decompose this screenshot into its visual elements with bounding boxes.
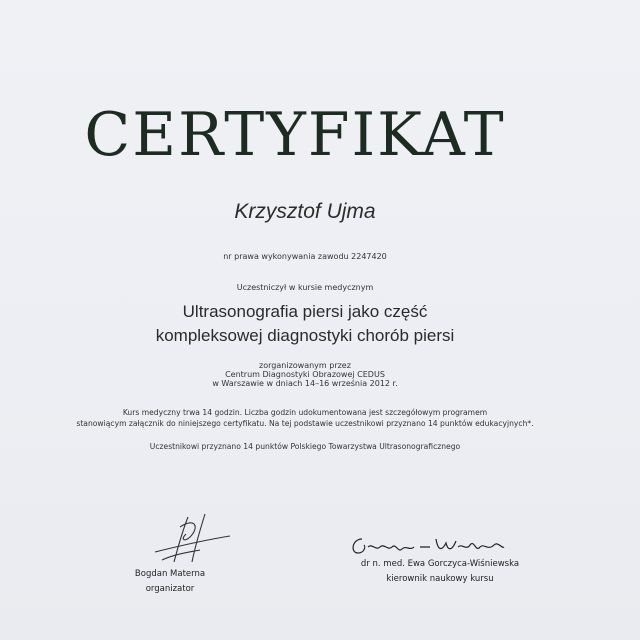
course-title-line-2: kompleksowej diagnostyki chorób piersi <box>155 326 455 345</box>
participated-line: Uczestniczył w kursie medycznym <box>236 283 374 292</box>
signer-name: Bogdan Materna <box>134 569 206 579</box>
certificate-title: CERTYFIKAT <box>84 100 506 170</box>
recipient-name: Krzysztof Ujma <box>234 200 376 223</box>
signature-block-scientific-director <box>340 557 540 587</box>
signer-role: organizator <box>145 584 195 594</box>
organizer-line-2: Centrum Diagnostyki Obrazowej CEDUS <box>225 370 385 379</box>
course-title-line-1: Ultrasonografia piersi jako część <box>182 302 428 321</box>
signer-role: kierownik naukowy kursu <box>386 574 494 584</box>
signer-name: dr n. med. Ewa Gorczyca-Wiśniewska <box>360 559 520 569</box>
signature-bogdan-materna <box>150 512 235 567</box>
society-points: Uczestnikowi przyznano 14 punktów Polskiego Towarzystwa Ultrasonograficznego <box>149 442 461 451</box>
organizer-line-3: w Warszawie w dniach 14–16 września 2012 r. <box>212 379 398 388</box>
details-line-2: stanowiącym załącznik do niniejszego certyfikatu. Na tej podstawie uczestnikowi przyznano 14 punktów edukacyjnych*. <box>76 419 534 428</box>
license-number: nr prawa wykonywania zawodu 2247420 <box>223 252 387 261</box>
details-line-1: Kurs medyczny trwa 14 godzin. Liczba godzin udokumentowana jest szczegółowym programem <box>122 408 488 417</box>
organizer-line-1: zorganizowanym przez <box>259 361 351 370</box>
signature-block-organizer <box>70 567 270 597</box>
